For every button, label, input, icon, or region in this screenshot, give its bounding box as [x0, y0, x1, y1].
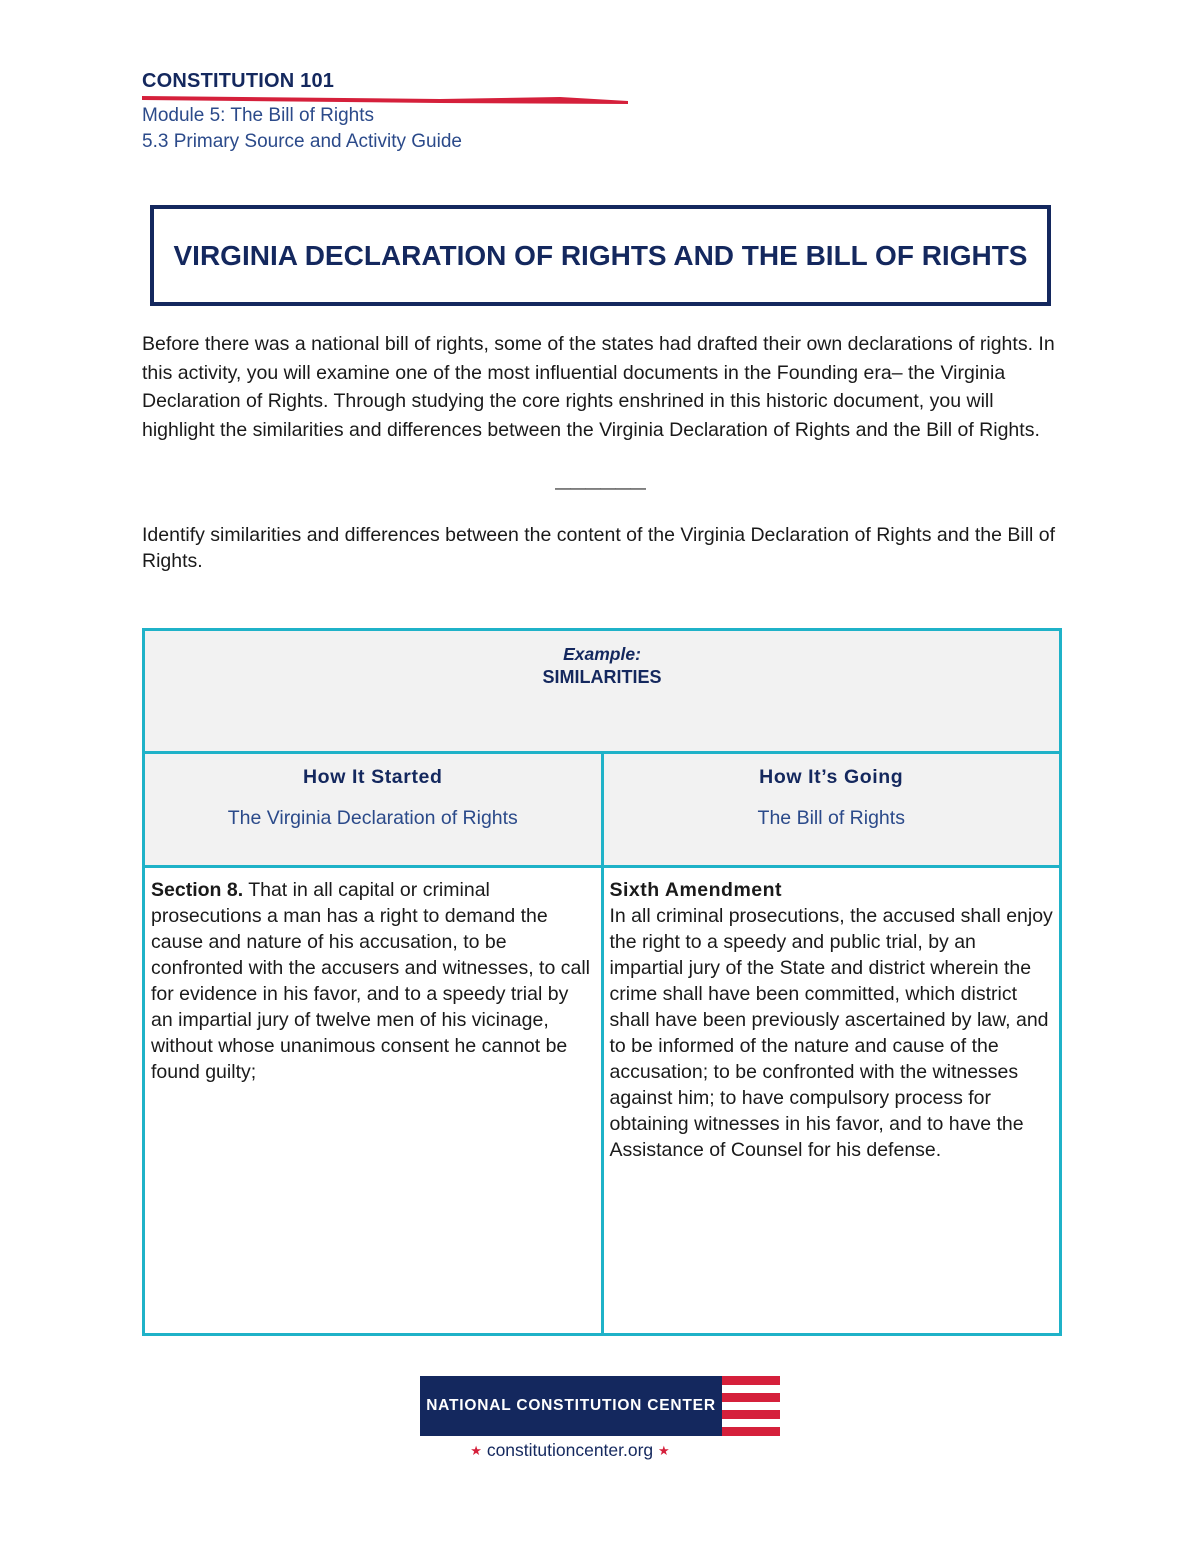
- star-icon: ★: [658, 1443, 670, 1458]
- document-brand-title: CONSTITUTION 101: [142, 70, 335, 92]
- footer-url: [420, 1440, 720, 1461]
- left-content-cell: [144, 867, 603, 1335]
- right-content-cell: [602, 867, 1061, 1335]
- national-constitution-center-logo: [420, 1376, 780, 1436]
- table-row: [144, 753, 1061, 867]
- website-url: constitutioncenter.org: [486, 1440, 654, 1460]
- sixth-amendment-label: Sixth Amendment: [609, 879, 783, 901]
- document-title-box: [150, 205, 1051, 306]
- module-subtitle: Module 5: The Bill of Rights: [142, 105, 374, 126]
- right-subheading: The Bill of Rights: [757, 807, 905, 829]
- section-8-text: That in all capital or criminal prosecutions a man has a right to demand the cause and nature of his accusation, to be confronted with the accusers and witnesses, to call for evidence in his favor, and to a speedy trial by an impartial jury of twelve men of his vicinage, without whose unanimous consent he cannot be found guilty;: [151, 879, 590, 1083]
- example-header-cell: [144, 630, 1061, 753]
- logo-wordmark: NATIONAL CONSTITUTION CENTER: [420, 1376, 722, 1436]
- flag-stripes-icon: [722, 1376, 780, 1436]
- table-row: [144, 630, 1061, 753]
- similarities-label: SIMILARITIES: [542, 667, 662, 687]
- sixth-amendment-text: In all criminal prosecutions, the accused shall enjoy the right to a speedy and public trial, by an impartial jury of the State and district wherein the crime shall have been committed, which district shall have been previously ascertained by law, and to be informed of the nature and cause of the accusation; to be confronted with the witnesses against him; to have compulsory process for obtaining witnesses in his favor, and to have the Assistance of Counsel for his defense.: [609, 905, 1053, 1161]
- left-subheading: The Virginia Declaration of Rights: [227, 807, 518, 829]
- section-divider: ——————: [555, 480, 645, 497]
- right-heading: How It’s Going: [759, 766, 904, 788]
- guide-subtitle: 5.3 Primary Source and Activity Guide: [142, 131, 462, 152]
- left-heading: How It Started: [303, 766, 443, 788]
- activity-instruction: Identify similarities and differences between the content of the Virginia Declaration of Rights and the Bill of Rights.: [142, 524, 1056, 572]
- right-column-header: [602, 753, 1061, 867]
- comparison-table: [142, 628, 1062, 1336]
- document-title: VIRGINIA DECLARATION OF RIGHTS AND THE BILL OF RIGHTS: [173, 239, 1028, 271]
- section-8-label: Section 8.: [151, 879, 244, 901]
- left-column-header: [144, 753, 603, 867]
- intro-paragraph: Before there was a national bill of rights, some of the states had drafted their own declarations of rights. In this activity, you will examine one of the most influential documents in the Founding era– the Virginia Declaration of Rights. Through studying the core rights enshrined in this historic document, you will highlight the similarities and differences between the Virginia Declaration of Rights and the Bill of Rights.: [142, 333, 1055, 441]
- table-row: [144, 867, 1061, 1335]
- example-label: Example:: [563, 644, 641, 664]
- star-icon: ★: [470, 1443, 482, 1458]
- brand-underline: [140, 92, 630, 106]
